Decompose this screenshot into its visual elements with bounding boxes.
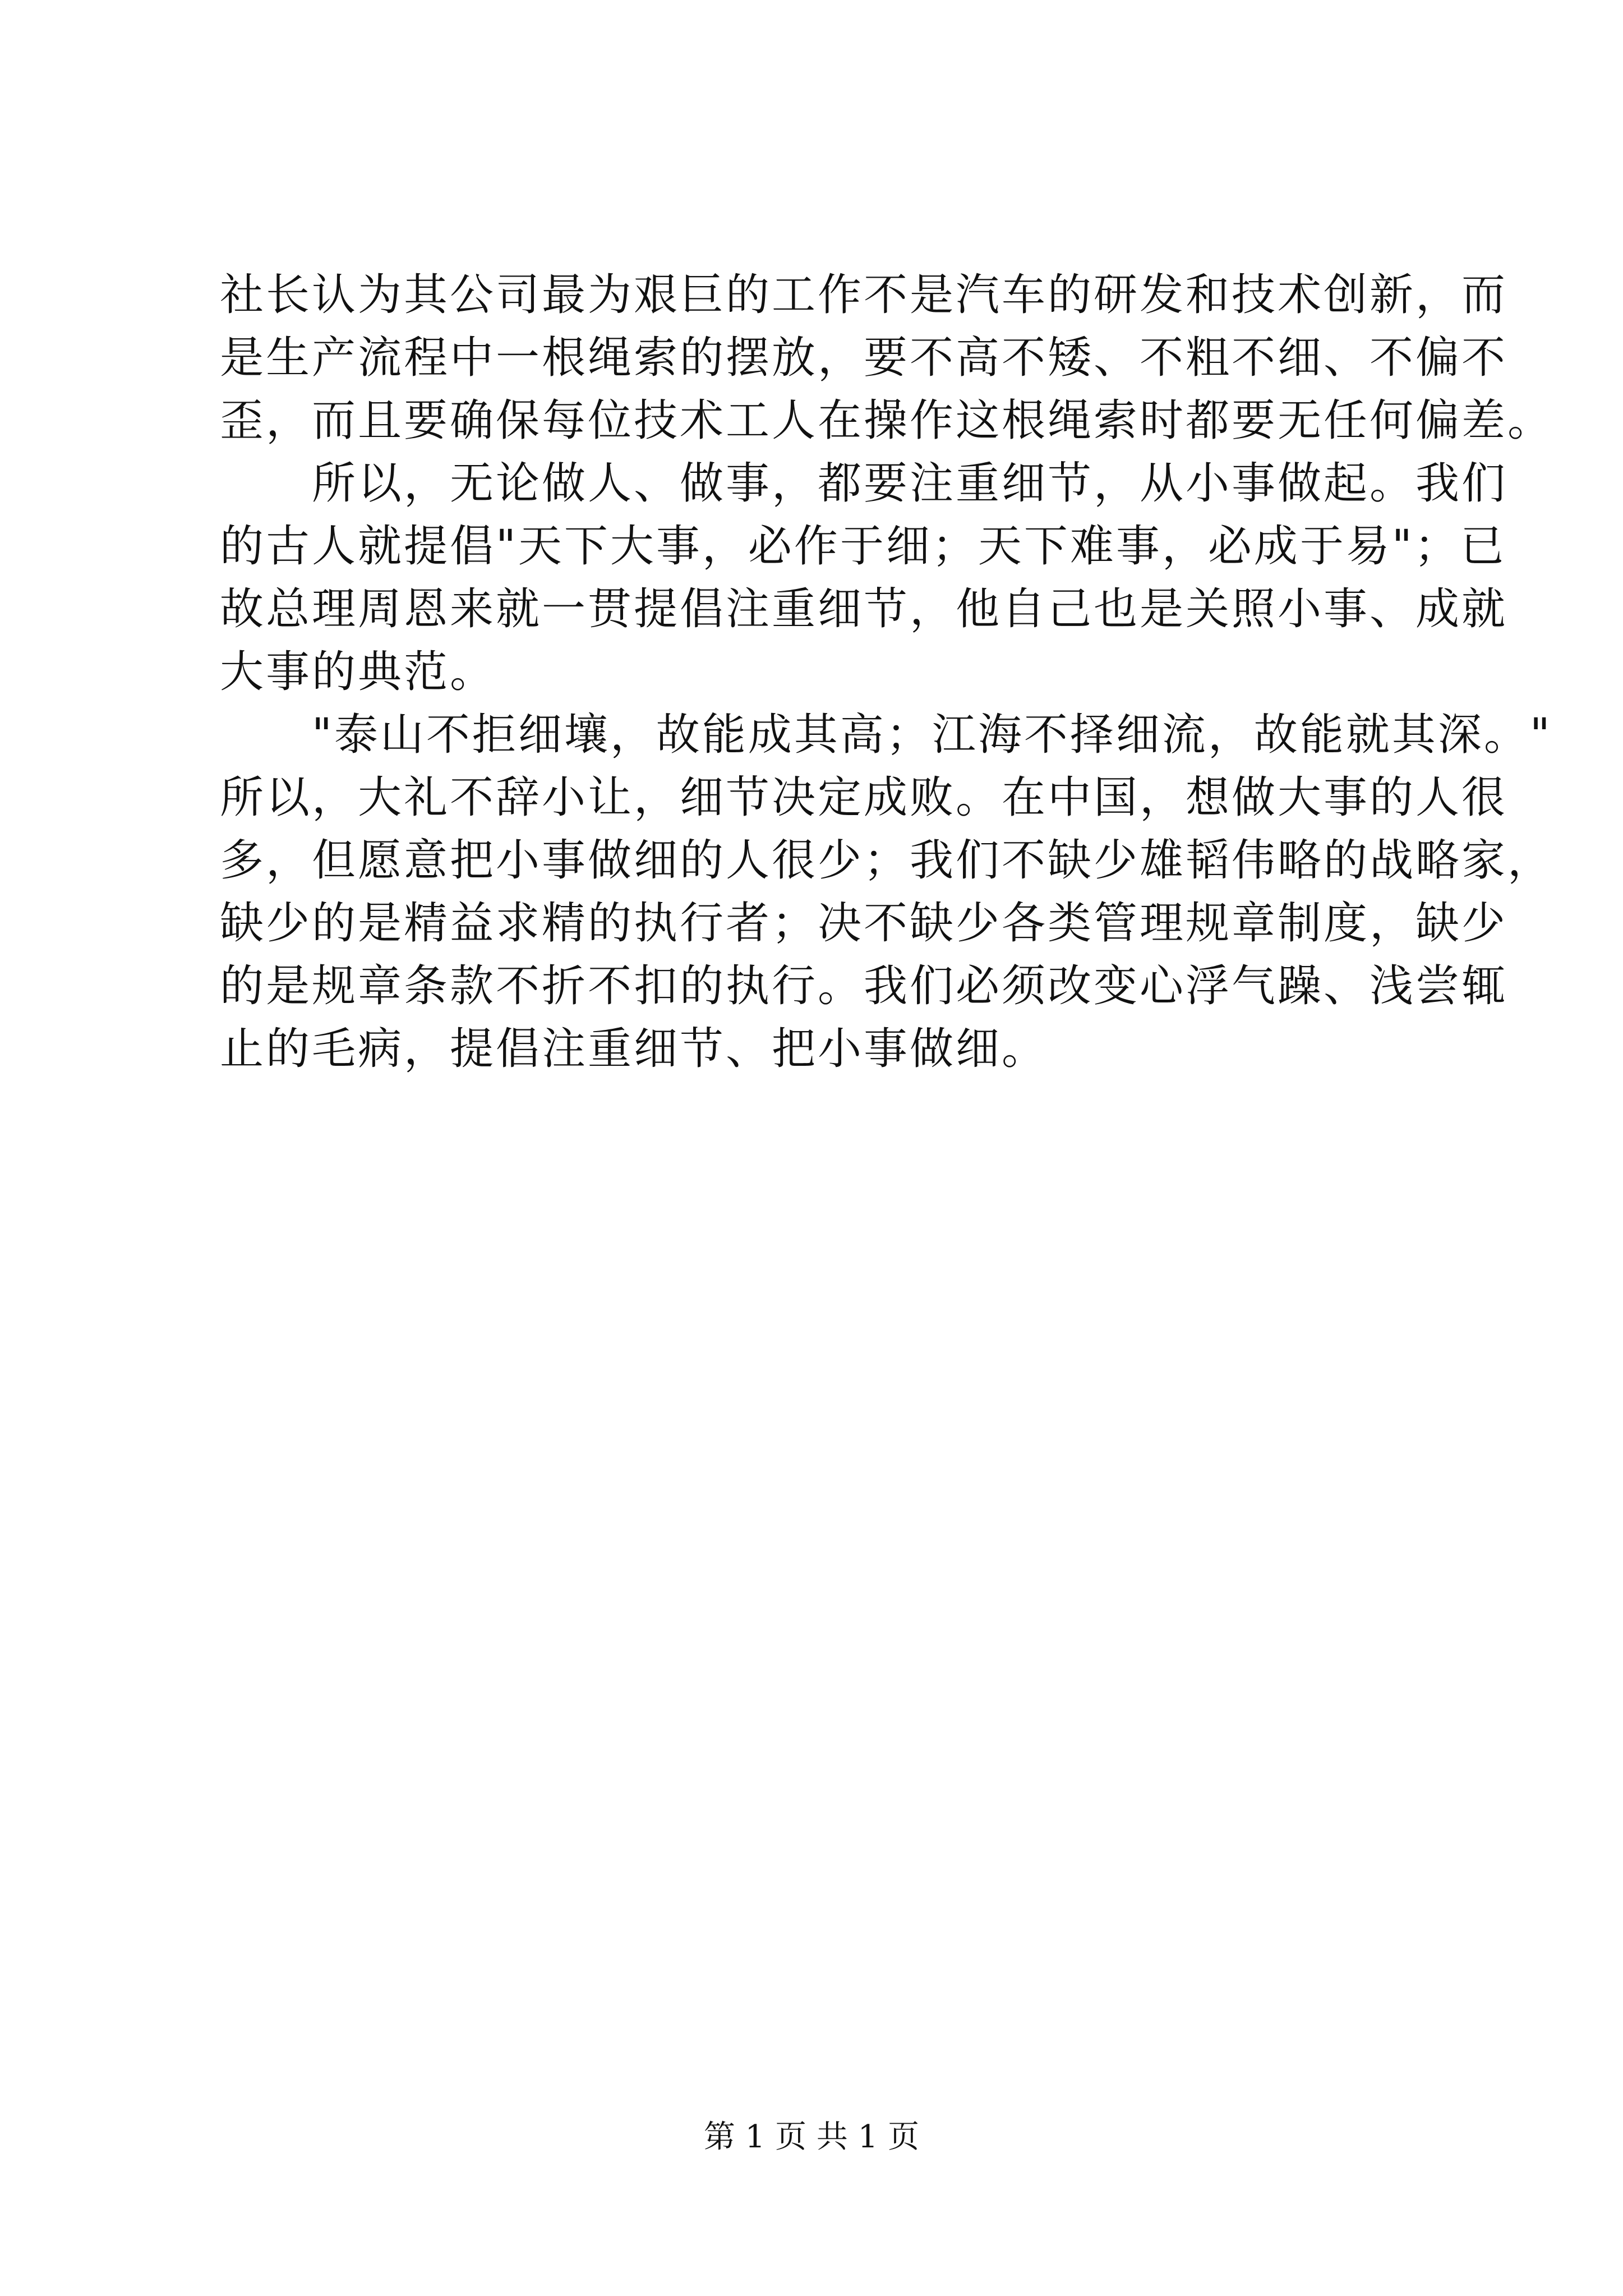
text-line: 所以，大礼不辞小让，细节决定成败。在中国，想做大事的人很 — [220, 772, 1508, 823]
text-line: 止的毛病，提倡注重细节、把小事做细。 — [220, 1024, 1048, 1074]
text-line: 的是规章条款不折不扣的执行。我们必须改变心浮气躁、浅尝辄 — [220, 961, 1508, 1011]
page-number-footer: 第 1 页 共 1 页 — [703, 2119, 920, 2155]
text-line: "泰山不拒细壤，故能成其高；江海不择细流，故能就其深。" — [220, 710, 1552, 760]
text-line: 大事的典范。 — [220, 647, 496, 697]
text-line: 缺少的是精益求精的执行者；决不缺少各类管理规章制度，缺少 — [220, 898, 1508, 949]
text-line: 多，但愿意把小事做细的人很少；我们不缺少雄韬伟略的战略家， — [220, 835, 1554, 886]
text-line: 是生产流程中一根绳索的摆放，要不高不矮、不粗不细、不偏不 — [220, 333, 1508, 383]
text-line: 所以，无论做人、做事，都要注重细节，从小事做起。我们 — [220, 458, 1508, 509]
body-text — [220, 264, 1554, 1080]
text-line: 的古人就提倡"天下大事，必作于细；天下难事，必成于易"；已 — [220, 521, 1506, 572]
text-line: 故总理周恩来就一贯提倡注重细节，他自己也是关照小事、成就 — [220, 584, 1508, 634]
text-line: 歪，而且要确保每位技术工人在操作这根绳索时都要无任何偏差。 — [220, 395, 1554, 446]
text-line: 社长认为其公司最为艰巨的工作不是汽车的研发和技术创新，而 — [220, 270, 1508, 320]
